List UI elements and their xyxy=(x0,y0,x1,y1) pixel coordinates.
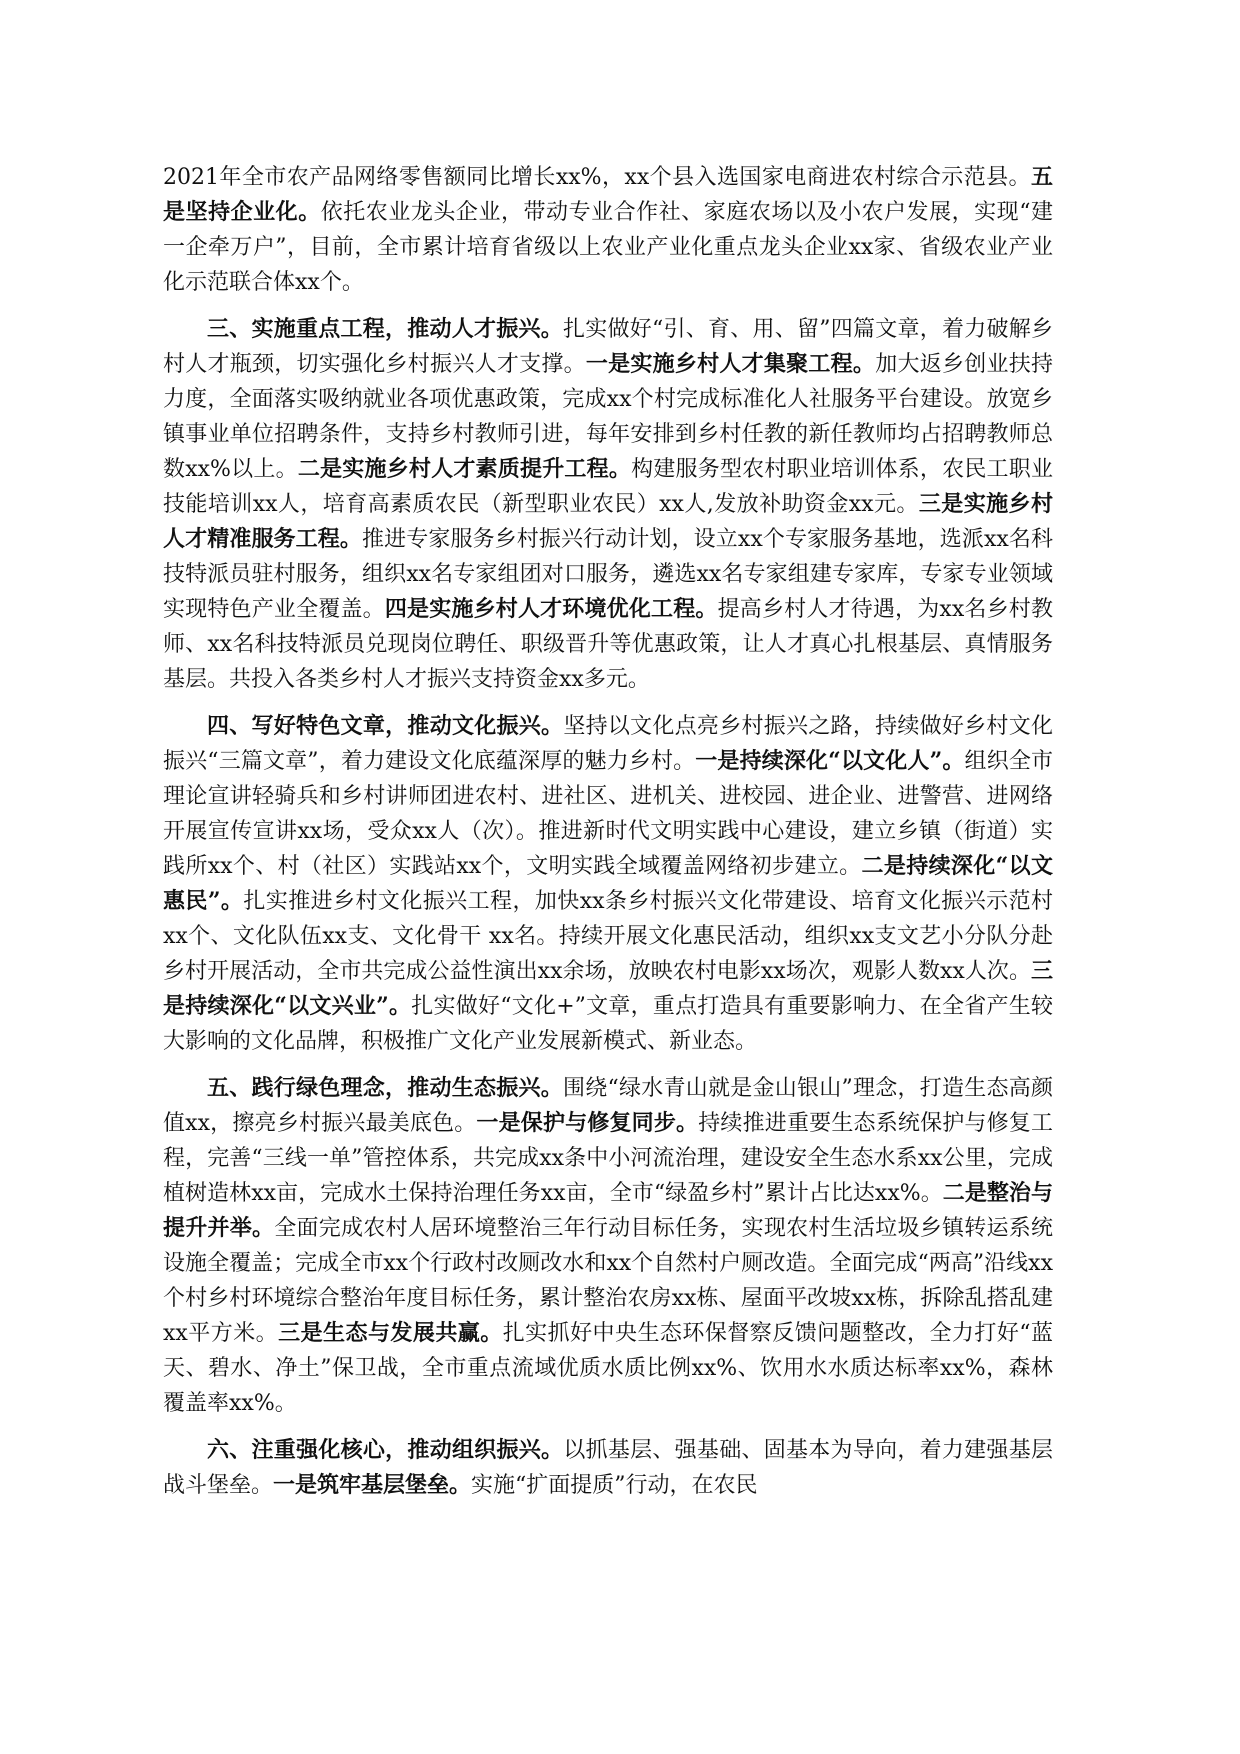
paragraph-text: 2021年全市农产品网络零售额同比增长xx%，xx个县入选国家电商进农村综合示范县。 xyxy=(163,165,1031,190)
paragraph-ecology-revitalization xyxy=(163,1071,1053,1421)
paragraph-text: 扎实推进乡村文化振兴工程，加快xx条乡村振兴文化带建设、培育文化振兴示范村xx个、文化队伍xx支、文化骨干 xx名。持续开展文化惠民活动，组织xx支文艺小分队分赴乡村开展活动，全市共完成公益性演出xx余场，放映农村电影xx场次，观影人数xx人次。 xyxy=(163,889,1053,984)
paragraph-text: 实施“扩面提质”行动，在农民 xyxy=(471,1473,758,1498)
paragraph-text: 扎实抓好中央生态环保督察反馈问题整改，全力打好“蓝天、碧水、净土”保卫战，全市重点流域优质水质比例xx%、饮用水水质达标率xx%，森林覆盖率xx%。 xyxy=(163,1321,1053,1416)
bold-lead: 二是持续深化“以文惠民”。 xyxy=(163,853,1053,914)
paragraph-text: 围绕“绿水青山就是金山银山”理念，打造生态高颜值xx，擦亮乡村振兴最美底色。 xyxy=(163,1076,1053,1136)
bold-lead: 三是生态与发展共赢。 xyxy=(278,1320,503,1346)
paragraph-text: 提高乡村人才待遇，为xx名乡村教师、xx名科技特派员兑现岗位聘任、职级晋升等优惠政策，让人才真心扎根基层、真情服务基层。共投入各类乡村人才振兴支持资金xx多元。 xyxy=(163,597,1053,692)
bold-lead: 一是筑牢基层堡垒。 xyxy=(273,1472,472,1498)
section-heading: 三、实施重点工程，推动人才振兴。 xyxy=(207,316,563,342)
paragraph-text: 全面完成农村人居环境整治三年行动目标任务，实现农村生活垃圾乡镇转运系统设施全覆盖；完成全市xx个行政村改厕改水和xx个自然村户厕改造。全面完成“两高”沿线xx个村乡村环境综合整治年度目标任务，累计整治农房xx栋、屋面平改坡xx栋，拆除乱搭乱建xx平方米。 xyxy=(163,1216,1053,1346)
paragraph-text: 扎实做好“引、育、用、留”四篇文章，着力破解乡村人才瓶颈，切实强化乡村振兴人才支撑。 xyxy=(163,317,1053,377)
paragraph-culture-revitalization xyxy=(163,709,1053,1059)
paragraph-text: 推进专家服务乡村振兴行动计划，设立xx个专家服务基地，选派xx名科技特派员驻村服务，组织xx名专家组团对口服务，遴选xx名专家组建专家库，专家专业领域实现特色产业全覆盖。 xyxy=(163,527,1053,622)
bold-lead: 一是持续深化“以文化人”。 xyxy=(695,748,965,774)
paragraph-talent-revitalization xyxy=(163,312,1053,697)
bold-lead: 二是整治与提升并举。 xyxy=(163,1180,1053,1241)
bold-lead: 一是保护与修复同步。 xyxy=(476,1110,699,1136)
paragraph-text: 扎实做好“文化+”文章，重点打造具有重要影响力、在全省产生较大影响的文化品牌，积极推广文化产业发展新模式、新业态。 xyxy=(163,994,1053,1054)
paragraph-text: 依托农业龙头企业，带动专业合作社、家庭农场以及小农户发展，实现“建一企牵万户”，目前，全市累计培育省级以上农业产业化重点龙头企业xx家、省级农业产业化示范联合体xx个。 xyxy=(163,200,1053,295)
section-heading: 五、践行绿色理念，推动生态振兴。 xyxy=(207,1075,563,1101)
bold-lead: 五是坚持企业化。 xyxy=(163,164,1053,225)
section-heading: 六、注重强化核心，推动组织振兴。 xyxy=(207,1437,564,1463)
bold-lead: 三是持续深化“以文兴业”。 xyxy=(163,958,1053,1019)
paragraph-text: 加大返乡创业扶持力度，全面落实吸纳就业各项优惠政策，完成xx个村完成标准化人社服务平台建设。放宽乡镇事业单位招聘条件，支持乡村教师引进，每年安排到乡村任教的新任教师均占招聘教师总数xx%以上。 xyxy=(163,352,1053,482)
paragraph-text: 持续推进重要生态系统保护与修复工程，完善“三线一单”管控体系，共完成xx条中小河流治理，建设安全生态水系xx公里，完成植树造林xx亩，完成水土保持治理任务xx亩，全市“绿盈乡村”累计占比达xx%。 xyxy=(163,1111,1053,1206)
section-heading: 四、写好特色文章，推动文化振兴。 xyxy=(207,713,564,739)
paragraph-text: 坚持以文化点亮乡村振兴之路，持续做好乡村文化振兴“三篇文章”，着力建设文化底蕴深厚的魅力乡村。 xyxy=(163,714,1053,774)
bold-lead: 三是实施乡村人才精准服务工程。 xyxy=(163,491,1053,552)
paragraph-text: 以抓基层、强基础、固基本为导向，着力建强基层战斗堡垒。 xyxy=(163,1438,1053,1498)
paragraph-text: 构建服务型农村职业培训体系，农民工职业技能培训xx人，培育高素质农民（新型职业农民）xx人,发放补助资金xx元。 xyxy=(163,457,1053,517)
bold-lead: 四是实施乡村人才环境优化工程。 xyxy=(384,596,718,622)
bold-lead: 一是实施乡村人才集聚工程。 xyxy=(585,351,876,377)
paragraph-text: 组织全市理论宣讲轻骑兵和乡村讲师团进农村、进社区、进机关、进校园、进企业、进警营、进网络开展宣传宣讲xx场，受众xx人（次）。推进新时代文明实践中心建设，建立乡镇（街道）实践所xx个、村（社区）实践站xx个，文明实践全域覆盖网络初步建立。 xyxy=(163,749,1053,879)
paragraph-organization-revitalization xyxy=(163,1433,1053,1503)
document-page xyxy=(163,160,1053,1515)
bold-lead: 二是实施乡村人才素质提升工程。 xyxy=(297,456,632,482)
paragraph-intro xyxy=(163,160,1053,300)
